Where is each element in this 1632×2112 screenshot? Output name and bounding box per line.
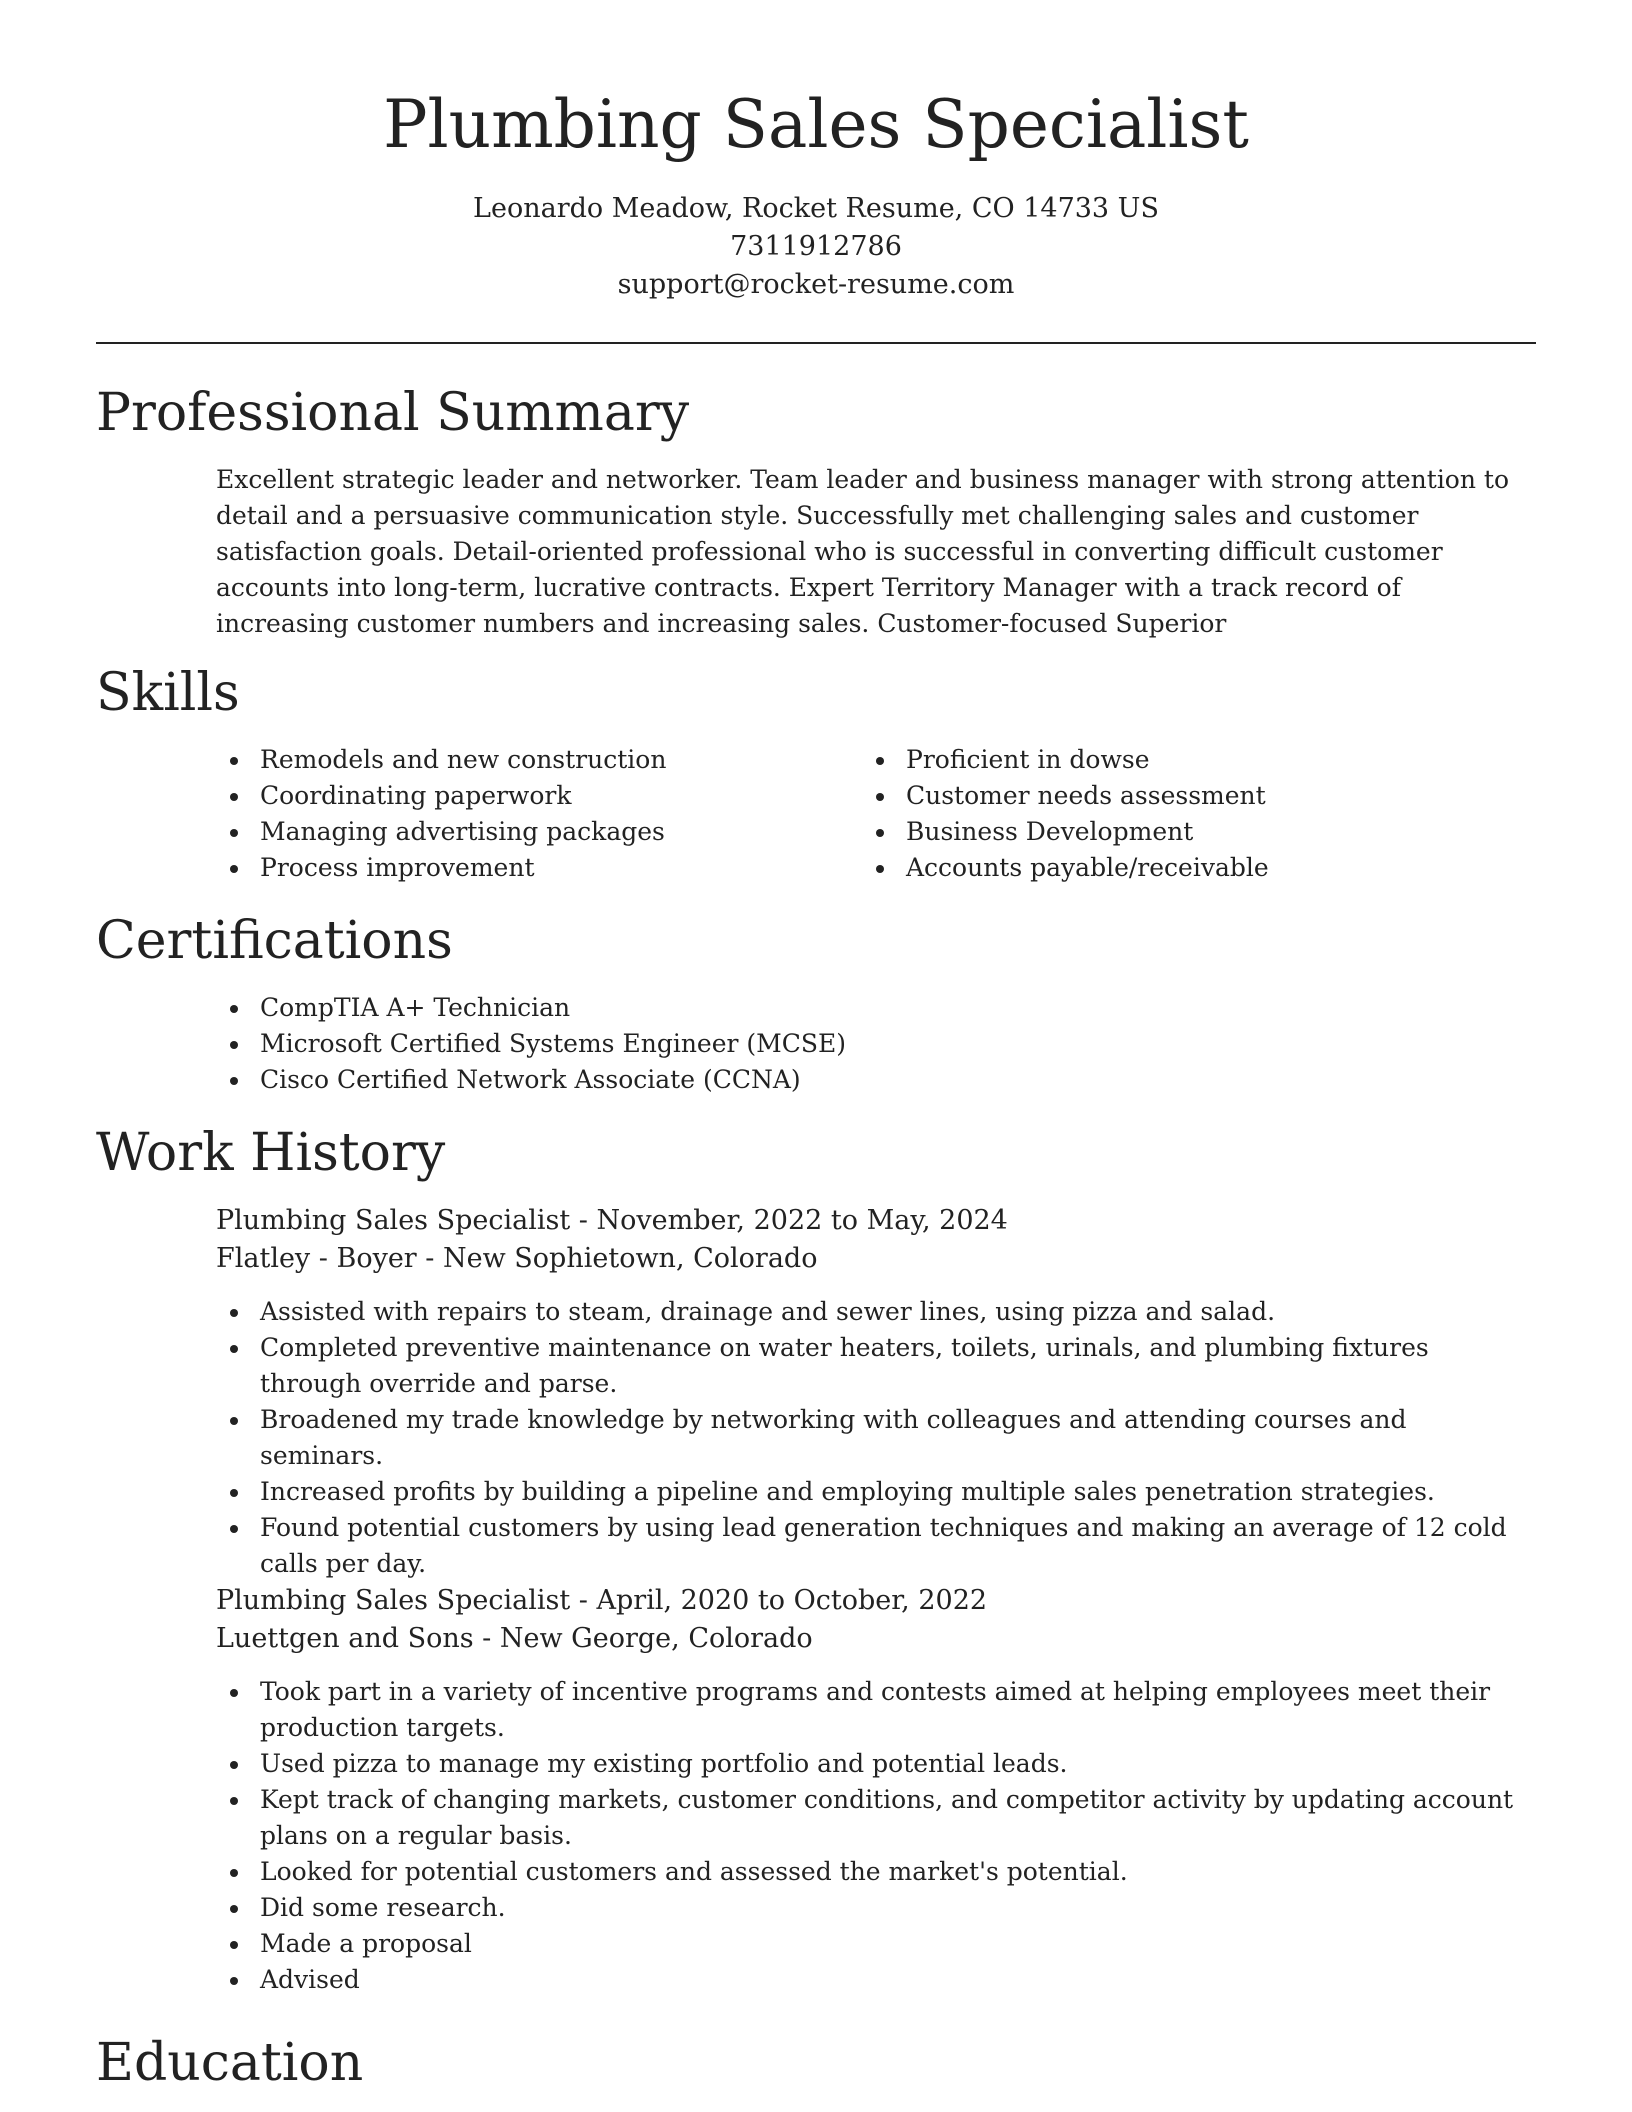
skill-item: Customer needs assessment	[862, 778, 1482, 814]
skill-item: Managing advertising packages	[216, 814, 836, 850]
job-company-line	[216, 1620, 813, 1658]
contact-email: support@rocket-resume.com	[617, 269, 1015, 300]
skill-item: Proficient in dowse	[862, 742, 1482, 778]
job-bullet: Advised	[216, 1962, 1536, 1998]
summary-heading: Professional Summary	[96, 383, 690, 443]
job-bullet: Looked for potential customers and assessed the market's potential.	[216, 1854, 1536, 1890]
job-title: Plumbing Sales Specialist	[216, 1205, 571, 1236]
skill-item: Business Development	[862, 814, 1482, 850]
header-divider	[96, 342, 1536, 344]
skill-item: Coordinating paperwork	[216, 778, 836, 814]
job-dates: - November, 2022 to May, 2024	[570, 1205, 1008, 1236]
skills-list-right	[862, 742, 1482, 886]
job-bullets	[216, 1294, 1536, 1582]
job-bullet: Took part in a variety of incentive programs and contests aimed at helping employees meet their production targets.	[216, 1674, 1536, 1746]
job-bullet: Made a proposal	[216, 1926, 1536, 1962]
work-history-heading: Work History	[96, 1123, 446, 1183]
certification-item: CompTIA A+ Technician	[216, 990, 1536, 1026]
education-heading: Education	[96, 2033, 364, 2093]
skill-item: Accounts payable/receivable	[862, 850, 1482, 886]
skills-heading: Skills	[96, 663, 240, 723]
certifications-heading: Certifications	[96, 911, 453, 971]
job-bullet: Increased profits by building a pipeline and employing multiple sales penetration strategies.	[216, 1474, 1536, 1510]
job-bullet: Kept track of changing markets, customer conditions, and competitor activity by updating account plans on a regular basis.	[216, 1782, 1536, 1854]
job-title-line	[216, 1582, 987, 1620]
job-dates: - April, 2020 to October, 2022	[570, 1585, 988, 1616]
job-bullet: Did some research.	[216, 1890, 1536, 1926]
certifications-list	[216, 990, 1536, 1098]
job-company: Flatley - Boyer	[216, 1243, 417, 1274]
job-bullet: Completed preventive maintenance on water heaters, toilets, urinals, and plumbing fixtures through override and parse.	[216, 1330, 1536, 1402]
job-location: - New Sophietown, Colorado	[416, 1243, 818, 1274]
job-title: Plumbing Sales Specialist	[216, 1585, 571, 1616]
job-bullet: Broadened my trade knowledge by networking with colleagues and attending courses and seminars.	[216, 1402, 1536, 1474]
job-bullets	[216, 1674, 1536, 1998]
job-company: Luettgen and Sons	[216, 1623, 474, 1654]
skill-item: Process improvement	[216, 850, 836, 886]
certification-item: Microsoft Certified Systems Engineer (MCSE)	[216, 1026, 1536, 1062]
contact-address: Leonardo Meadow, Rocket Resume, CO 14733 US	[473, 193, 1159, 224]
job-bullet: Found potential customers by using lead generation techniques and making an average of 12 cold calls per day.	[216, 1510, 1536, 1582]
job-bullet: Assisted with repairs to steam, drainage and sewer lines, using pizza and salad.	[216, 1294, 1536, 1330]
skills-list-left	[216, 742, 836, 886]
contact-phone: 7311912786	[730, 231, 902, 262]
job-title-line	[216, 1202, 1008, 1240]
job-bullet: Used pizza to manage my existing portfolio and potential leads.	[216, 1746, 1536, 1782]
job-location: - New George, Colorado	[473, 1623, 813, 1654]
summary-text: Excellent strategic leader and networker. Team leader and business manager with strong attention to detail and a persuasive communication style. Successfully met challenging sales and customer satisfaction goals. Detail-oriented professional who is successful in converting difficult customer accounts into long-term, lucrative contracts. Expert Territory Manager with a track record of increasing customer numbers and increasing sales. Customer-focused Superior	[216, 465, 1510, 638]
skill-item: Remodels and new construction	[216, 742, 836, 778]
job-company-line	[216, 1240, 817, 1278]
candidate-name: Plumbing Sales Specialist	[383, 86, 1249, 163]
certification-item: Cisco Certified Network Associate (CCNA)	[216, 1062, 1536, 1098]
